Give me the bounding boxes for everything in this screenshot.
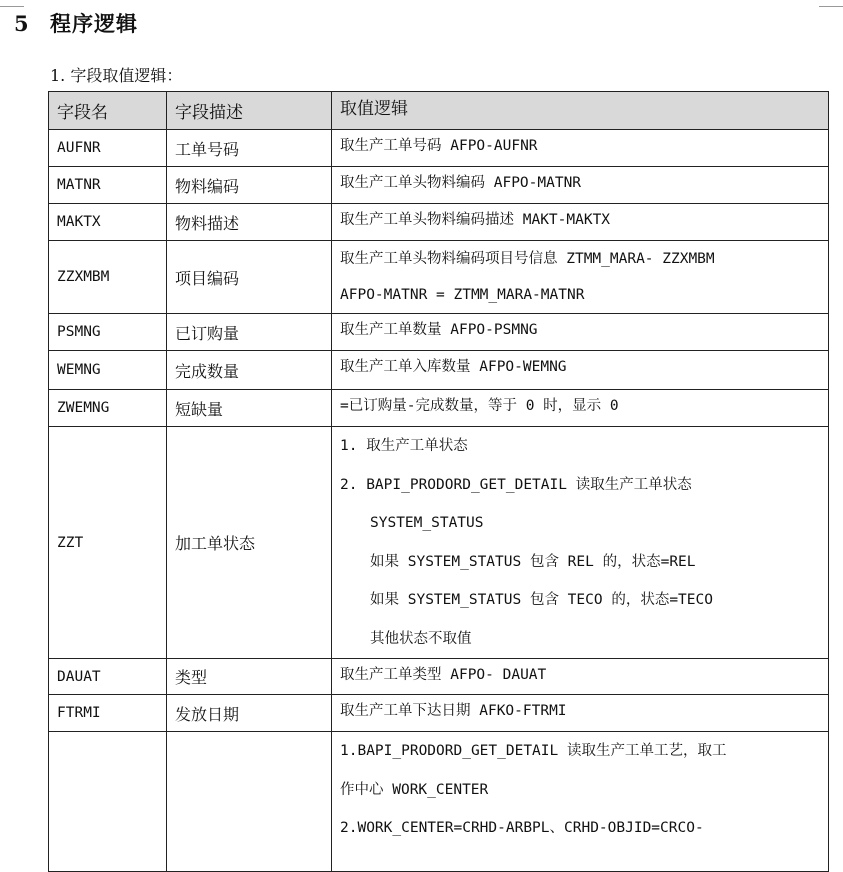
header-field-desc: 字段描述 xyxy=(167,92,332,130)
table-row xyxy=(49,695,829,732)
cell-desc xyxy=(167,732,332,872)
cell-desc: 物料编码 xyxy=(167,167,332,204)
logic-line: =已订购量-完成数量，等于 0 时，显示 0 xyxy=(340,398,619,414)
cell-desc: 加工单状态 xyxy=(167,427,332,659)
table-row xyxy=(49,314,829,351)
logic-line: SYSTEM_STATUS xyxy=(370,515,484,531)
subsection-heading: 1. 字段取值逻辑： xyxy=(50,66,183,85)
table-row xyxy=(49,351,829,390)
logic-list-item: 2. BAPI_PRODORD_GET_DETAIL 读取生产工单状态 xyxy=(340,476,692,493)
field-logic-table xyxy=(48,91,829,872)
table-row xyxy=(49,204,829,241)
cell-logic xyxy=(332,204,829,241)
logic-line: 取生产工单入库数量 AFPO-WEMNG xyxy=(340,359,567,375)
table-row xyxy=(49,732,829,872)
cell-desc: 物料描述 xyxy=(167,204,332,241)
logic-line: 取生产工单号码 AFPO-AUFNR xyxy=(340,138,538,154)
cell-logic xyxy=(332,167,829,204)
logic-line: 取生产工单头物料编码项目号信息 ZTMM_MARA- ZZXMBM xyxy=(340,251,715,267)
table-header-row xyxy=(49,92,829,130)
cell-field: PSMNG xyxy=(49,314,167,351)
logic-line: 作中心 WORK_CENTER xyxy=(340,781,489,798)
cell-field: WEMNG xyxy=(49,351,167,390)
section-heading xyxy=(14,8,138,38)
cell-logic xyxy=(332,427,829,659)
cell-field: ZWEMNG xyxy=(49,390,167,427)
logic-line: 其他状态不取值 xyxy=(370,630,472,647)
cell-logic xyxy=(332,659,829,695)
section-number: 5 xyxy=(14,11,30,36)
logic-line: 取生产工单头物料编码描述 MAKT-MAKTX xyxy=(340,212,611,228)
table-row xyxy=(49,130,829,167)
table-row xyxy=(49,390,829,427)
logic-list-item: 1. 取生产工单状态 xyxy=(340,438,468,454)
cell-field xyxy=(49,732,167,872)
cell-field: MAKTX xyxy=(49,204,167,241)
cell-field: DAUAT xyxy=(49,659,167,695)
page-corner-mark-left xyxy=(0,0,24,7)
cell-logic xyxy=(332,390,829,427)
cell-field: ZZT xyxy=(49,427,167,659)
logic-line: 如果 SYSTEM_STATUS 包含 REL 的，状态=REL xyxy=(370,553,696,570)
table-row xyxy=(49,167,829,204)
cell-logic xyxy=(332,241,829,314)
cell-logic xyxy=(332,314,829,351)
table-row xyxy=(49,659,829,695)
cell-desc: 短缺量 xyxy=(167,390,332,427)
cell-desc: 发放日期 xyxy=(167,695,332,732)
table-row xyxy=(49,427,829,659)
cell-desc: 已订购量 xyxy=(167,314,332,351)
cell-field: AUFNR xyxy=(49,130,167,167)
cell-logic xyxy=(332,130,829,167)
cell-field: MATNR xyxy=(49,167,167,204)
header-field-name: 字段名 xyxy=(49,92,167,130)
logic-line: 取生产工单类型 AFPO- DAUAT xyxy=(340,667,547,683)
cell-desc: 项目编码 xyxy=(167,241,332,314)
cell-logic xyxy=(332,695,829,732)
logic-line: AFPO-MATNR = ZTMM_MARA-MATNR xyxy=(340,287,585,303)
logic-line: 取生产工单数量 AFPO-PSMNG xyxy=(340,322,538,338)
cell-logic xyxy=(332,351,829,390)
cell-field: ZZXMBM xyxy=(49,241,167,314)
cell-field: FTRMI xyxy=(49,695,167,732)
header-logic: 取值逻辑 xyxy=(332,92,829,130)
cell-desc: 完成数量 xyxy=(167,351,332,390)
table-row xyxy=(49,241,829,314)
section-title: 程序逻辑 xyxy=(50,11,138,36)
logic-line: 取生产工单下达日期 AFKO-FTRMI xyxy=(340,703,567,719)
logic-line: 取生产工单头物料编码 AFPO-MATNR xyxy=(340,175,582,191)
page-corner-mark-right xyxy=(819,0,843,7)
logic-line: 如果 SYSTEM_STATUS 包含 TECO 的，状态=TECO xyxy=(370,592,713,608)
cell-logic xyxy=(332,732,829,872)
cell-desc: 类型 xyxy=(167,659,332,695)
cell-desc: 工单号码 xyxy=(167,130,332,167)
logic-list-item: 1.BAPI_PRODORD_GET_DETAIL 读取生产工单工艺，取工 xyxy=(340,743,727,759)
logic-list-item: 2.WORK_CENTER=CRHD-ARBPL、CRHD-OBJID=CRCO- xyxy=(340,820,704,836)
